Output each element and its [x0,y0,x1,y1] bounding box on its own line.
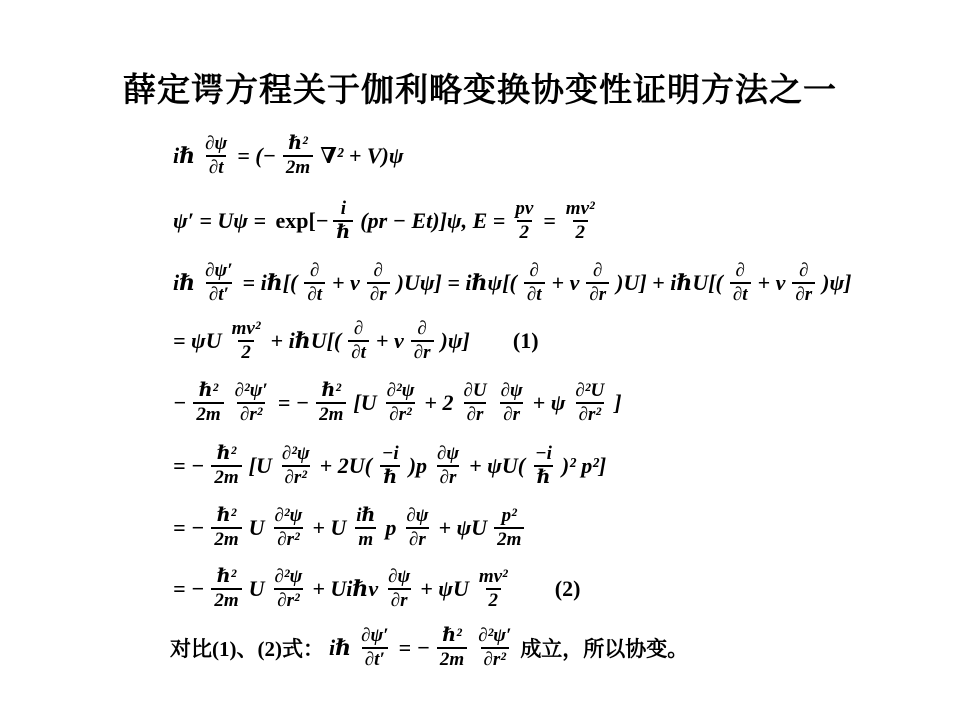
fraction: $\frac{\text{∂²ψ}}{\text{∂r²}}$ [274,504,303,550]
fraction: $\frac{\partial\psi}{\partial r}$ [500,379,523,425]
fraction: $\frac{\text{ℏ²}}{2m}$ [316,380,346,427]
math-text: ∇² + V)ψ [320,143,404,168]
equation-line-schrodinger [170,127,407,185]
math-text: ] [614,390,622,415]
fraction: $\frac{-i}{\text{ℏ}}$ [381,442,399,488]
math-text: U [248,515,265,540]
math-text: = − [277,390,310,415]
fraction: $\frac{\partial\psi}{\partial r}$ [388,565,411,611]
math-text: + v [375,328,404,353]
math-text: + ψ [532,390,566,415]
fraction: $\frac{\text{iℏ}}{m}$ [356,504,376,550]
slide-title: 薛定谔方程关于伽利略变换协变性证明方法之一 [123,73,837,109]
math-text: )ψ] [440,328,470,353]
math-text: )U] + iℏU[( [616,270,723,295]
math-text: )ψ] [822,270,852,295]
math-text: + v [757,270,786,295]
chinese-text: 成立，所以协变。 [520,637,689,661]
math-text: ψ′ = Uψ = [173,208,272,233]
fraction: $\frac{\text{∂²ψ}}{\text{∂r²}}$ [281,442,310,488]
equation-line-time-derivative [170,254,855,312]
math-text: + ψU [420,576,469,601]
math-text: + v [551,270,580,295]
fraction: $\frac{\partial\psi'}{\partial t'}$ [205,259,233,305]
math-text: [U [248,453,272,478]
math-text: )Uψ] = iℏψ[( [396,270,517,295]
fraction: $\frac{\text{mv²}}{2}$ [565,197,595,243]
fraction: $\frac{\partial}{\partial r}$ [792,260,815,307]
math-text: p [385,515,397,540]
equation-line-result-1 [170,312,539,370]
math-text: = [543,208,556,233]
fraction: $\frac{\text{∂²ψ′}}{\text{∂r²}}$ [478,624,512,670]
math-roman-text: exp[− [275,208,329,233]
math-text: = ψU [173,328,222,353]
equation-line-space-derivative [170,374,625,432]
fraction: $\frac{\partial\psi'}{\partial t'}$ [361,624,389,670]
math-text: )² p²] [561,453,607,478]
fraction: $\frac{\partial}{\partial t}$ [348,318,369,365]
math-text: iℏ [173,270,196,295]
math-text: = − [173,576,205,601]
math-text: + 2U( [319,453,372,478]
fraction: $\frac{\partial\psi}{\partial t}$ [205,132,228,178]
fraction: $\frac{\text{∂²ψ′}}{\text{∂r²}}$ [234,379,268,425]
math-text: [U [353,390,377,415]
math-text: = (− [237,143,276,168]
fraction: $\frac{\text{mv²}}{2}$ [478,565,508,611]
chinese-text: 对比(1)、(2)式： [170,637,324,661]
fraction: $\frac{\partial}{\partial r}$ [367,260,390,307]
equation-number: (1) [512,328,539,353]
fraction: $\frac{\partial}{\partial t}$ [304,260,325,307]
math-text: + v [332,270,360,295]
fraction: $\frac{\partial\psi}{\partial r}$ [437,442,460,488]
fraction: $\frac{\text{ℏ²}}{2m}$ [211,505,241,552]
fraction: $\frac{\text{ℏ²}}{2m}$ [283,133,313,180]
math-text: + Uiℏv [312,576,379,601]
math-text: (pr − Et)]ψ, E = [360,208,506,233]
math-text: + ψU [438,515,488,540]
fraction: $\frac{\text{ℏ²}}{2m}$ [193,380,223,427]
math-text: + 2 [424,390,454,415]
fraction: $\frac{-i}{\text{ℏ}}$ [535,442,552,488]
fraction: $\frac{\partial\psi}{\partial r}$ [406,504,429,550]
math-text: = − [173,515,205,540]
fraction: $\frac{\text{ℏ²}}{2m}$ [211,566,241,613]
fraction: $\frac{\text{∂²ψ}}{\text{∂r²}}$ [274,565,303,611]
fraction: $\frac{i}{\text{ℏ}}$ [333,198,353,245]
math-text: )p [408,453,428,478]
fraction: $\frac{\partial U}{\partial r}$ [463,379,487,425]
equation-line-momentum-substitution [170,437,609,495]
fraction: $\frac{\partial}{\partial t}$ [524,260,545,307]
fraction: $\frac{\text{∂²ψ}}{\text{∂r²}}$ [386,379,415,425]
fraction: $\frac{pv}{2}$ [515,197,534,243]
math-text: U [248,576,265,601]
math-text: − [173,390,187,415]
math-text: = iℏ[( [242,270,298,295]
equation-number: (2) [554,576,581,601]
math-text: + iℏU[( [270,328,342,353]
fraction: $\frac{\partial}{\partial r}$ [411,318,434,365]
fraction: $\frac{\text{mv²}}{2}$ [231,317,261,363]
math-text: + U [312,515,347,540]
math-text: = − [173,453,205,478]
equation-line-result-2 [170,560,580,618]
equation-line-simplified [170,499,528,557]
equation-line-transform-definition [170,192,602,250]
math-text: iℏ [328,635,352,660]
fraction: $\frac{\text{ℏ²}}{2m}$ [437,625,467,672]
fraction: $\frac{\text{p²}}{2m}$ [494,505,524,552]
math-text: iℏ [173,143,196,168]
conclusion-line [168,619,690,677]
math-text: + ψU( [469,453,526,478]
fraction: $\frac{\text{∂²U}}{\text{∂r²}}$ [575,379,605,425]
math-text: = − [398,635,430,660]
fraction: $\frac{\partial}{\partial t}$ [730,260,751,307]
fraction: $\frac{\text{ℏ²}}{2m}$ [211,443,241,490]
fraction: $\frac{\partial}{\partial r}$ [586,260,609,307]
